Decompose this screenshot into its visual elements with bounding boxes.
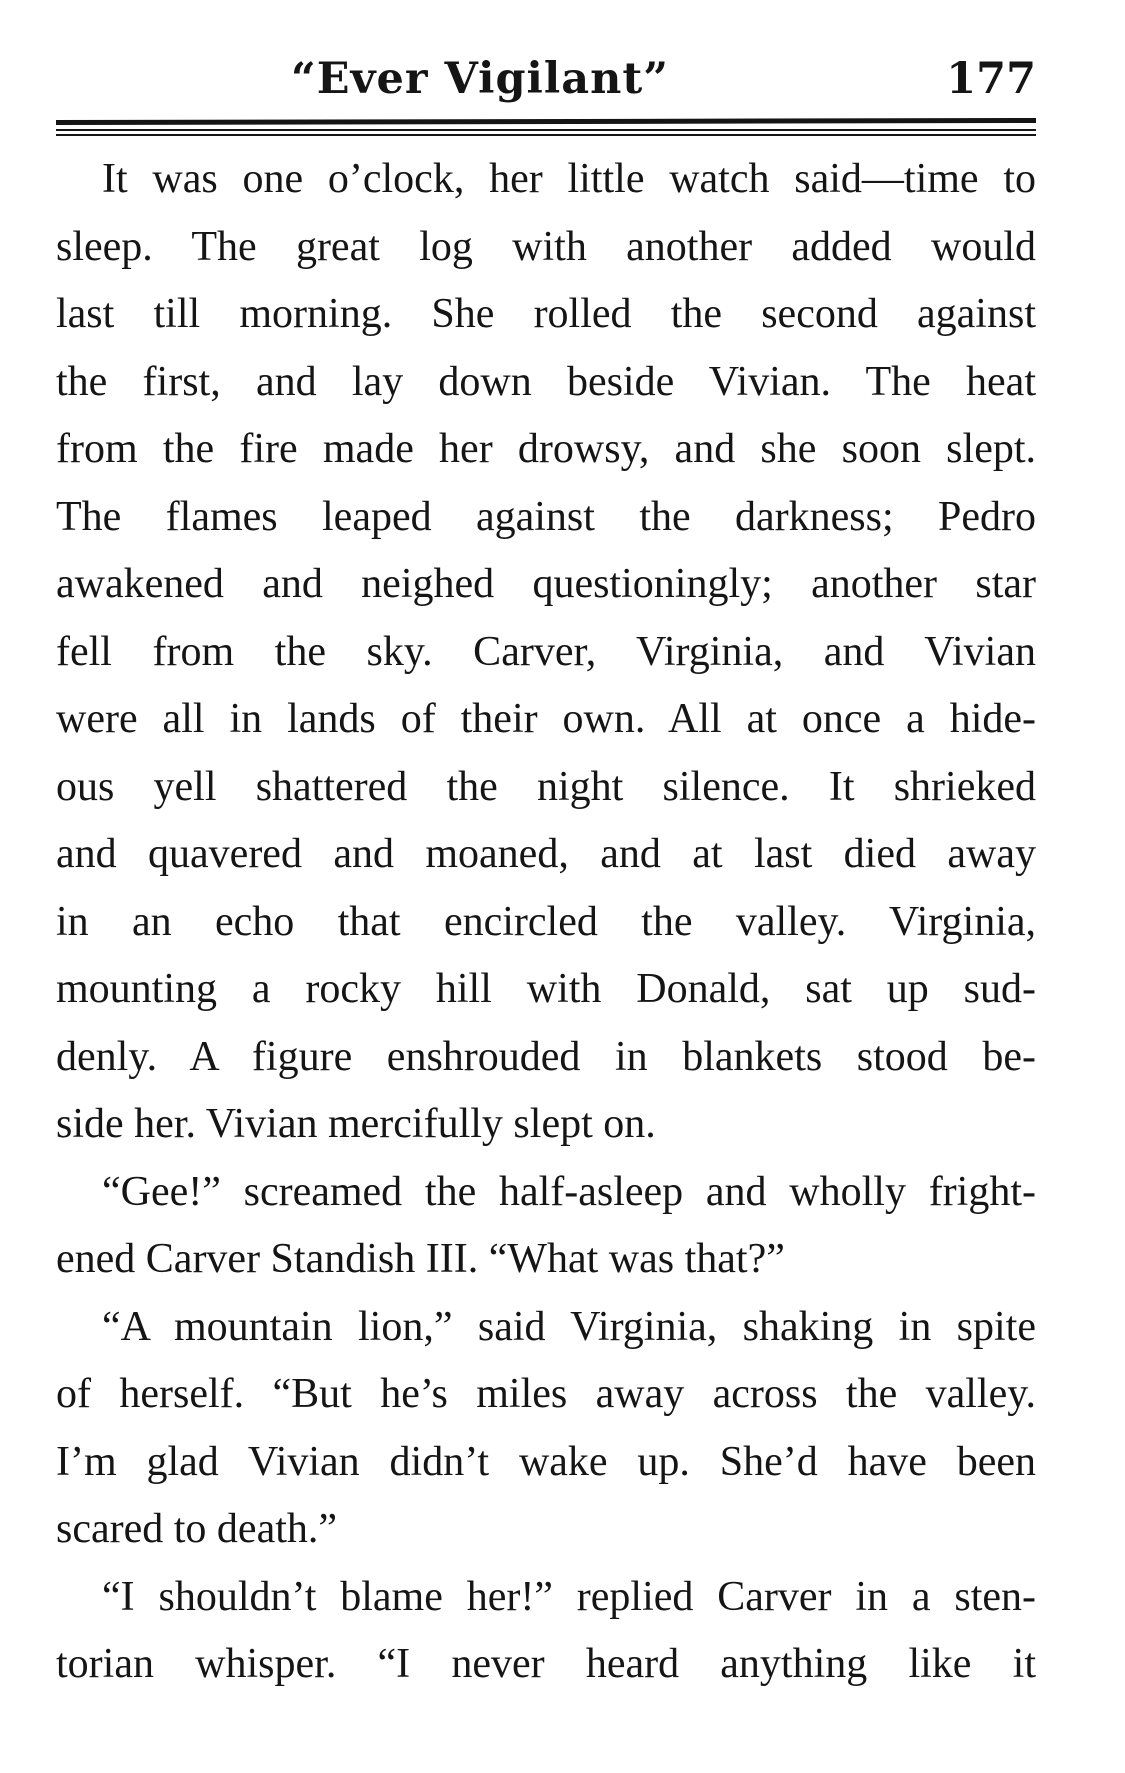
text-line: “Gee!” screamed the half-asleep and wholly fright-	[102, 1168, 1036, 1215]
text-line: denly. A figure enshrouded in blankets stood be-	[56, 1033, 1036, 1080]
header-rule	[56, 116, 1036, 138]
text-line: awakened and neighed questioningly; another star	[56, 561, 1036, 607]
text-line: ous yell shattered the night silence. It shrieked	[56, 763, 1036, 810]
text-line: “I shouldn’t blame her!” replied Carver in a sten-	[102, 1573, 1036, 1620]
text-line: of herself. “But he’s miles away across the valley.	[56, 1371, 1036, 1417]
body-text	[56, 146, 1036, 1699]
text-line: “A mountain lion,” said Virginia, shaking in spite	[102, 1303, 1036, 1350]
running-head	[56, 44, 1036, 114]
text-line: ened Carver Standish III. “What was that?”	[56, 1236, 785, 1282]
text-line: in an echo that encircled the valley. Virginia,	[56, 898, 1036, 945]
text-line: The flames leaped against the darkness; Pedro	[56, 493, 1036, 540]
text-line: and quavered and moaned, and at last died away	[56, 831, 1036, 877]
text-line: side her. Vivian mercifully slept on.	[56, 1101, 656, 1147]
text-line: from the fire made her drowsy, and she soon slept.	[56, 426, 1036, 472]
text-line: last till morning. She rolled the second against	[56, 291, 1036, 337]
header-rule-lines	[56, 116, 1036, 138]
text-line: sleep. The great log with another added would	[56, 223, 1036, 270]
text-line: mounting a rocky hill with Donald, sat up sud-	[56, 966, 1036, 1012]
text-line: I’m glad Vivian didn’t wake up. She’d have been	[56, 1438, 1036, 1485]
page-number: 177	[946, 54, 1036, 104]
text-line: the first, and lay down beside Vivian. The heat	[56, 358, 1036, 405]
text-line: were all in lands of their own. All at once a hide-	[56, 696, 1036, 742]
text-line: It was one o’clock, her little watch said—time to	[102, 156, 1036, 202]
chapter-title: “Ever Vigilant”	[291, 54, 669, 104]
text-line: fell from the sky. Carver, Virginia, and Vivian	[56, 628, 1036, 675]
text-line: scared to death.”	[56, 1506, 338, 1552]
text-line: torian whisper. “I never heard anything like it	[56, 1641, 1036, 1687]
